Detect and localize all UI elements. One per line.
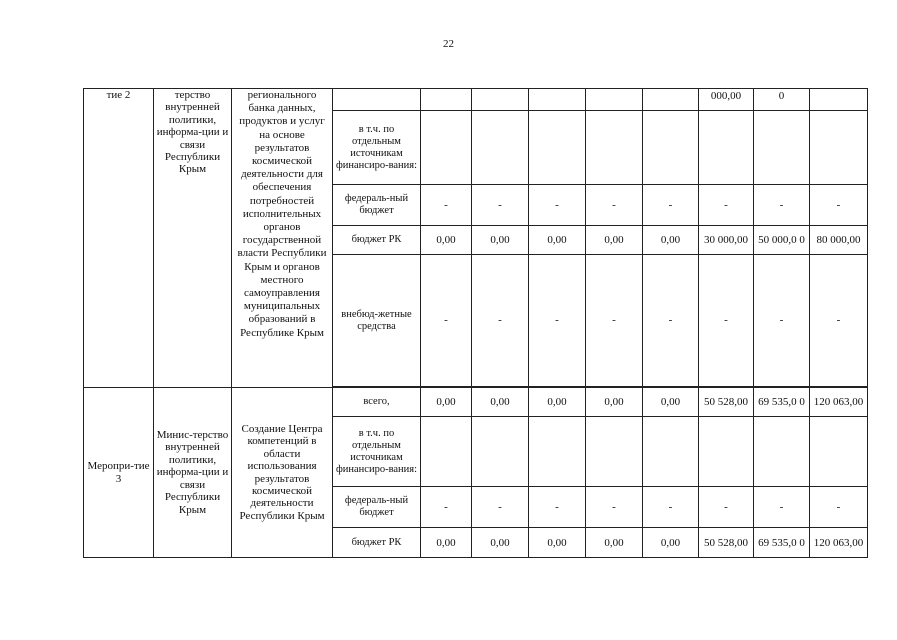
value-cell: - (529, 255, 586, 387)
value-cell: - (699, 255, 754, 387)
value-cell: 0,00 (421, 528, 472, 558)
value-cell: 0 (754, 89, 810, 111)
value-cell: - (472, 487, 529, 528)
value-cell: 120 063,00 (810, 528, 868, 558)
value-cell: - (810, 185, 868, 226)
value-cell: - (699, 185, 754, 226)
measure-cell: тие 2 (84, 89, 154, 388)
event-name-cell: регионального банка данных, продуктов и услуг на основе результатов космической деятельности для обеспечения потребностей исполнительных органов государственной власти Республики Крым и органов местного самоуправления муниципальных образований в Республике Крым (232, 89, 333, 388)
value-cell: 0,00 (586, 388, 643, 417)
value-cell: 0,00 (472, 226, 529, 255)
value-cell: - (586, 487, 643, 528)
value-cell: 0,00 (472, 528, 529, 558)
table-row (84, 89, 868, 111)
value-cell: 120 063,00 (810, 388, 868, 417)
value-cell: 0,00 (421, 388, 472, 417)
executor-cell: Минис-терство внутренней политики, информа-ции и связи Республики Крым (154, 388, 232, 558)
value-cell: 0,00 (643, 528, 699, 558)
value-cell: 0,00 (529, 388, 586, 417)
value-cell: - (643, 185, 699, 226)
executor-cell: терство внутренней политики, информа-ции и связи Республики Крым (154, 89, 232, 388)
value-cell: - (586, 255, 643, 387)
budget-rk-label-cell: бюджет РК (333, 528, 421, 558)
incl-label-cell: в т.ч. по отдельным источникам финансиро-вания: (333, 417, 421, 487)
value-cell: 000,00 (699, 89, 754, 111)
value-cell: - (754, 487, 810, 528)
value-cell: - (643, 487, 699, 528)
source-label-cell (333, 89, 421, 111)
value-cell: - (754, 185, 810, 226)
financing-table (83, 88, 868, 558)
value-cell: - (529, 487, 586, 528)
value-cell: - (472, 255, 529, 387)
table-row (84, 388, 868, 417)
page-number: 22 (443, 38, 454, 50)
measure-cell: Меропри-тие 3 (84, 388, 154, 558)
value-cell: - (810, 255, 868, 387)
value-cell: - (643, 255, 699, 387)
event-name-cell: Создание Центра компетенций в области использования результатов космической деятельности Республики Крым (232, 388, 333, 558)
value-cell: 69 535,0 0 (754, 388, 810, 417)
value-cell: - (421, 255, 472, 387)
value-cell: 30 000,00 (699, 226, 754, 255)
federal-label-cell: федераль-ный бюджет (333, 487, 421, 528)
value-cell: 0,00 (421, 226, 472, 255)
value-cell: 50 000,0 0 (754, 226, 810, 255)
value-cell: - (421, 487, 472, 528)
value-cell: 0,00 (586, 226, 643, 255)
value-cell: - (529, 185, 586, 226)
value-cell: 0,00 (586, 528, 643, 558)
value-cell: - (586, 185, 643, 226)
value-cell: 0,00 (529, 226, 586, 255)
value-cell: - (421, 185, 472, 226)
value-cell: 69 535,0 0 (754, 528, 810, 558)
value-cell: 0,00 (472, 388, 529, 417)
value-cell: - (754, 255, 810, 387)
budget-rk-label-cell: бюджет РК (333, 226, 421, 255)
total-label-cell: всего, (333, 388, 421, 417)
value-cell: - (472, 185, 529, 226)
incl-label-cell: в т.ч. по отдельным источникам финансиро-вания: (333, 111, 421, 185)
extra-budget-label-cell: внебюд-жетные средства (333, 255, 421, 387)
value-cell: - (810, 487, 868, 528)
value-cell: 50 528,00 (699, 388, 754, 417)
federal-label-cell: федераль-ный бюджет (333, 185, 421, 226)
value-cell: 0,00 (529, 528, 586, 558)
value-cell: 0,00 (643, 226, 699, 255)
value-cell: 0,00 (643, 388, 699, 417)
value-cell: - (699, 487, 754, 528)
value-cell: 50 528,00 (699, 528, 754, 558)
value-cell: 80 000,00 (810, 226, 868, 255)
